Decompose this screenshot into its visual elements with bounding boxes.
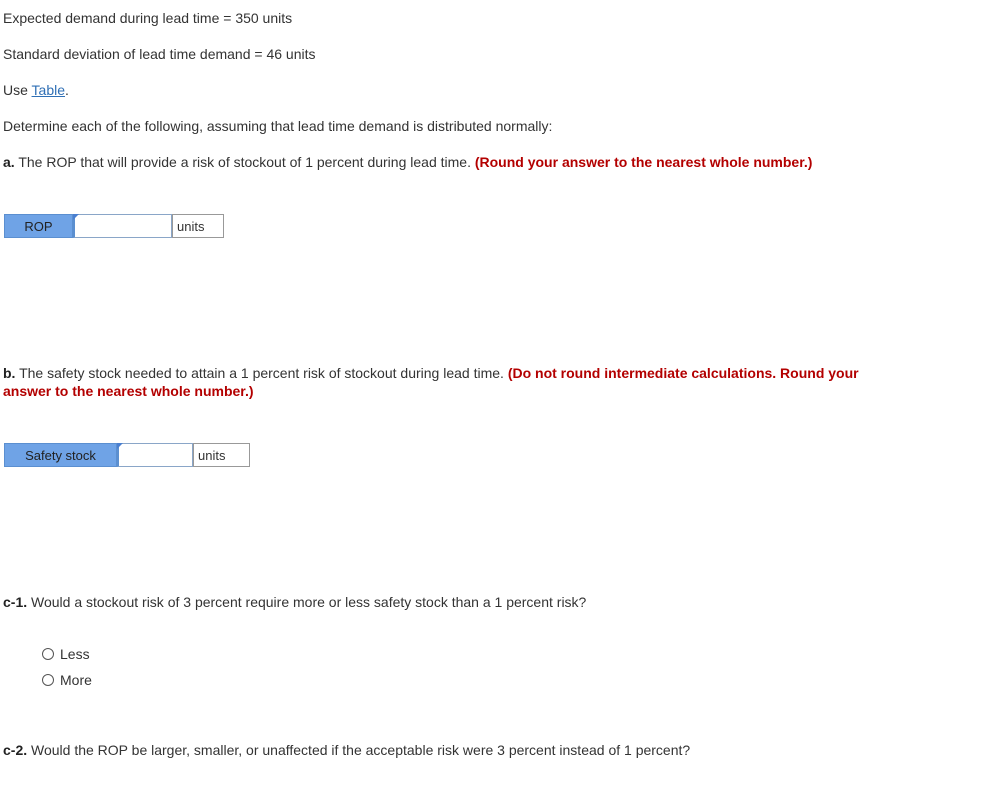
- safety-stock-unit: units: [193, 443, 250, 467]
- rop-label: ROP: [4, 214, 73, 238]
- radio-label-more: More: [60, 672, 92, 688]
- radio-button-icon[interactable]: [42, 648, 54, 660]
- part-b-note-line2: answer to the nearest whole number.): [3, 383, 254, 399]
- part-c2-marker: c-2.: [3, 742, 28, 758]
- input-flag-icon: [117, 443, 123, 449]
- safety-stock-input-wrap: [117, 443, 193, 467]
- part-c1-text: Would a stockout risk of 3 percent require more or less safety stock than a 1 percent risk?: [27, 594, 587, 610]
- part-b-note-line1: (Do not round intermediate calculations. Round your: [507, 365, 859, 381]
- use-table-text: [3, 82, 69, 98]
- radio-label-less: Less: [60, 646, 90, 662]
- part-b-question: [3, 365, 859, 381]
- part-b-marker: b.: [3, 365, 16, 381]
- part-b-note-line2-row: [3, 383, 254, 399]
- std-dev-text: Standard deviation of lead time demand = 46 units: [3, 46, 316, 62]
- part-a-note: (Round your answer to the nearest whole number.): [474, 154, 813, 170]
- table-link[interactable]: Table: [31, 82, 66, 98]
- rop-unit: units: [172, 214, 224, 238]
- use-suffix: .: [65, 82, 69, 98]
- rop-input[interactable]: [73, 214, 172, 238]
- part-a-marker: a.: [3, 154, 15, 170]
- use-prefix: Use: [3, 82, 32, 98]
- radio-option-less[interactable]: [42, 646, 90, 662]
- part-b-text: The safety stock needed to attain a 1 percent risk of stockout during lead time.: [15, 365, 508, 381]
- part-c1-marker: c-1.: [3, 594, 28, 610]
- safety-stock-label: Safety stock: [4, 443, 117, 467]
- part-c1-question: [3, 594, 586, 610]
- safety-stock-answer-row: [4, 443, 250, 467]
- part-c2-question: [3, 742, 690, 758]
- safety-stock-input[interactable]: [117, 443, 193, 467]
- part-a-question: [3, 154, 812, 170]
- radio-button-icon[interactable]: [42, 674, 54, 686]
- instruction-text: Determine each of the following, assuming that lead time demand is distributed normally:: [3, 118, 553, 134]
- radio-option-more[interactable]: [42, 672, 92, 688]
- input-flag-icon: [73, 214, 79, 220]
- rop-answer-row: [4, 214, 224, 238]
- part-a-text: The ROP that will provide a risk of stockout of 1 percent during lead time.: [14, 154, 475, 170]
- rop-input-wrap: [73, 214, 172, 238]
- part-c2-text: Would the ROP be larger, smaller, or unaffected if the acceptable risk were 3 percent instead of 1 percent?: [27, 742, 691, 758]
- expected-demand-text: Expected demand during lead time = 350 units: [3, 10, 293, 26]
